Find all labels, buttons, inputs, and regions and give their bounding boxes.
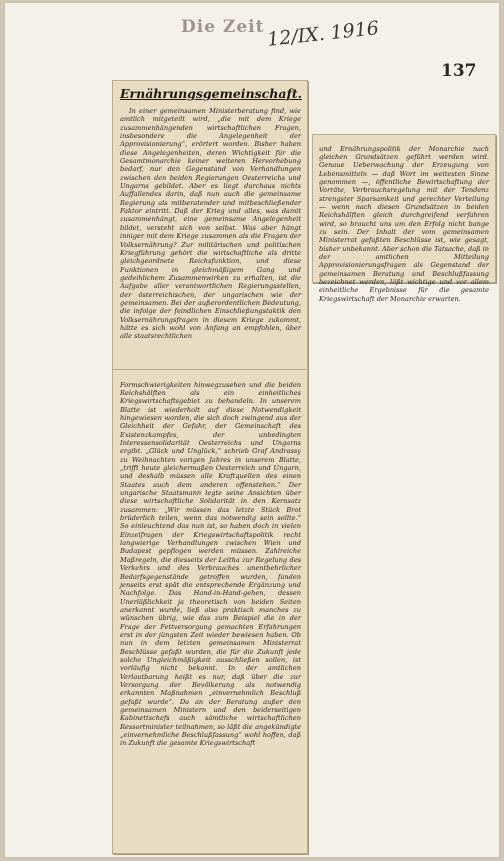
page-number: 137: [441, 61, 477, 81]
newspaper-stamp: Die Zeit: [181, 17, 265, 37]
handwritten-date: 12/IX. 1916: [266, 17, 380, 51]
clipping-column-1-top: [112, 80, 308, 370]
archive-sheet: [4, 2, 500, 858]
article-headline: Ernährungsgemeinschaft.: [120, 86, 302, 101]
article-text-part-1: In einer gemeinsamen Ministerberatung find, wie amtlich mitgeteilt wird, „die mit dem Kriege zusammenhängenden wirtschaftlichen Fragen, insbesondere die Angelegenheit der Approvisionierung“, erörtert worden. Bisher haben diese Angelegenheiten, deren Wichtigkeit für die Gesamtmonarchie keiner weiteren Hervorhebung bedarf, nur den Gegenstand von Verhandlungen zwischen den beiden Regierungen Oesterreichs und Ungarns gebildet. Aber es liegt durchaus nichts Auffallendes darin, daß nun auch die gemeinsame Regierung als mitberatender und mitbeschließender Faktor eintritt. Daß der Krieg und alles, was damit zusammenhängt, eine gemeinsame Angelegenheit bildet, versteht sich von selbst. Was aber hängt inniger mit dem Kriege zusammen als die Fragen der Volksernährung? Zur militärischen und politischen Kriegführung gehört die wirtschaftliche als dritte gleichgeordnete Reichsfunktion, und diese Funktionen in gleichmäßigem Gang und gedeihlichem Zusammenwirken zu erhalten, ist die Aufgabe aller verantwortlichen Regierungsstellen, der österreichischen, der ungarischen wie der gemeinsamen. Bei der außerordentlichen Bedeutung, die infolge der feindlichen Einschließungstaktik den Volksernährungsfragen in diesem Kriege zukommt, hätte es sich wohl von Anfang an empfohlen, über alle staatsrechtlichen: [120, 107, 301, 341]
clipping-column-1-bottom: [112, 369, 308, 854]
clipping-column-2: [312, 134, 496, 303]
article-text-part-3: und Ernährungspolitik der Monarchie nach gleichen Grundsätzen geführt werden wird. Genaue Ueberwachung der Erzeugung von Lebensmitteln — daß Wort im weitesten Sinne genommen —, öffentliche Bewirtschaftung der Vorräte, Verbrauchsregelung mit der Tendenz strengster Sparsamkeit und gerechter Verteilung — wenn nach diesen Grundsätzen in beiden Reichshälften gleich durchgreifend verfahren wird, so braucht uns um den Erfolg nicht bange zu sein. Der Inhalt der vom gemeinsamen Ministerrat gefaßten Beschlüsse ist, wie gesagt, bisher unbekannt. Aber schon die Tatsache, daß in der amtlichen Mitteilung Approvisionierungsfragen als Gegenstand der gemeinsamen Beratung und Beschlußfassung bezeichnet werden, läßt wichtige und vor allem einheitliche Ergebnisse für die gesamte Kriegswirtschaft der Monarchie erwarten.: [319, 144, 489, 303]
article-text-part-2: Formschwierigkeiten hinwegzusehen und die beiden Reichshälften als ein einheitliches Kriegswirtschaftsgebiet zu behandeln. In unserem Blatte ist wiederholt auf diese Notwendigkeit hingewiesen worden, die sich doch zwingend aus der Gleichheit der Gefahr, der Gemeinschaft des Existenzkampfes, der unbedingten Interessensolidarität Oesterreichs und Ungarns ergibt. „Glück und Unglück,“ schrieb Graf Andrassy zu Weihnachten vorigen Jahres in unserem Blatte, „trifft heute gleichermaßen Oesterreich und Ungarn, und deshalb müssen alle Kraftquellen des einen Staates auch dem anderen offenstehen.“ Der ungarische Staatsmann legte seine Ansichten über diese wirtschaftliche Solidarität in den Kernsatz zusammen: „Wir müssen das letzte Stück Brot brüderlich teilen, wenn das notwendig sein sollte.“ So einleuchtend das nun ist, so haben doch in vielen Einzelfragen der Kriegswirtschaftspolitik recht langwierige Verhandlungen zwischen Wien und Budapest gepflogen werden müssen. Zahlreiche Maßregeln, die diesseits der Leitha zur Regelung des Verkehrs und des Verbrauches unentbehrlicher Bedarfsgegenstände getroffen wurden, fanden jenseits erst spät die entsprechende Ergänzung und Nachfolge. Das Hand-in-Hand-gehen, dessen Unerläßlichkeit ja theoretisch von beiden Seiten anerkannt wurde, ließ also praktisch manches zu wünschen übrig, wie das zum Beispiel die in der Frage der Fettversorgung gemachten Erfahrungen erst in der jüngsten Zeit wieder bewiesen haben. Ob nun in dem letzten gemeinsamen Ministerrat Beschlüsse gefaßt wurden, die für die Zukunft jede solche Ungleichmäßigkeit ausschließen sollen, ist vorläufig nicht bekannt. In der amtlichen Verlautbarung heißt es nur, daß über die zur Versorgung der Bevölkerung als notwendig erkannten Maßnahmen „einvernehmlich Beschluß gefaßt wurde“. Da an der Beratung außer den gemeinsamen Ministern und den beiderseitigen Kabinettschefs auch sämtliche wirtschaftlichen Ressortminister teilnahmen, so läßt die angekündigte „einvernehmliche Beschlußfassung“ wohl hoffen, daß in Zukunft die gesamte Kriegswirtschaft: [120, 380, 301, 748]
